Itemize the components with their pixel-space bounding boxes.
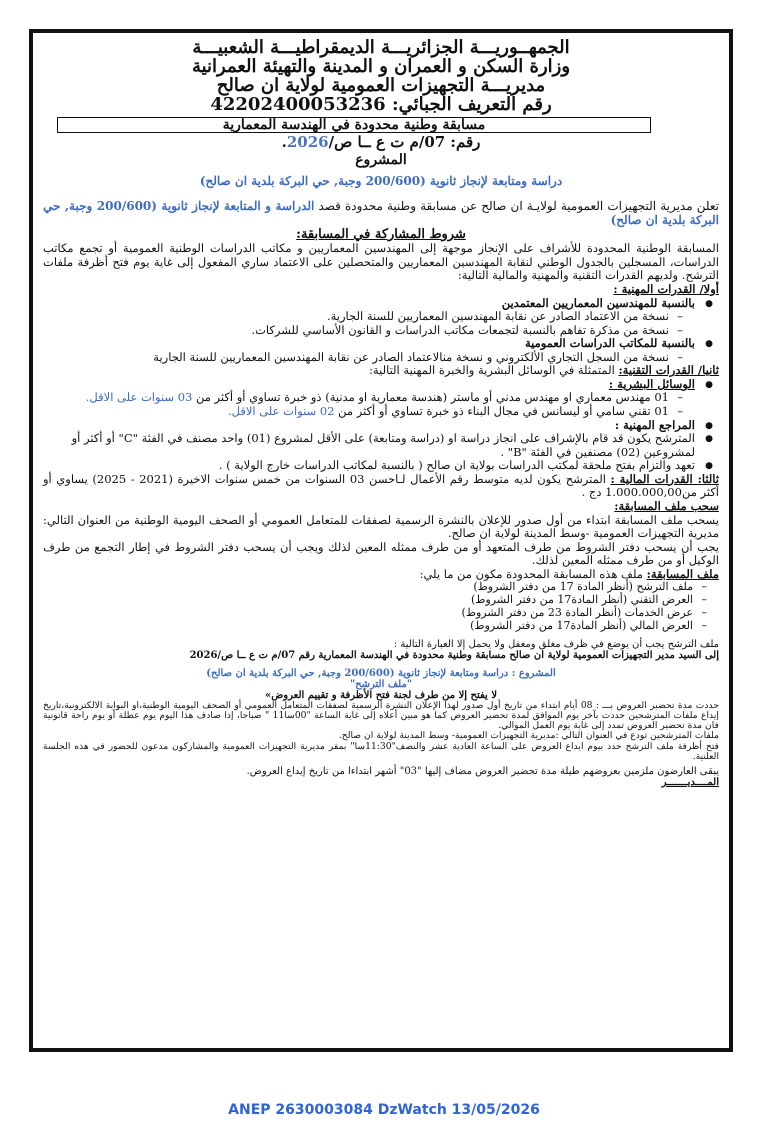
technical-title-rest: المتمثلة في الوسائل البشرية والخبرة المهنية التالية:	[369, 363, 615, 378]
envelope-file-label: "ملف الترشح"	[349, 678, 413, 690]
reference-year: 2026	[286, 133, 329, 152]
reference-number	[43, 134, 719, 152]
architects-title: بالنسبة للمهندسين المعماريين المعتمدين	[501, 295, 695, 310]
withdrawal-title: سحب ملف المسابقة:	[614, 498, 719, 513]
header-line-tax-id: رقم التعريف الجبائي: 42202400053236	[210, 93, 552, 115]
conditions-title: شروط المشاركة في المسابقة:	[296, 226, 466, 242]
footer-reference: ANEP 2630003084 DzWatch 13/05/2026	[228, 1102, 540, 1118]
technical-title: ثانيا/ القدرات التقنية:	[618, 363, 719, 378]
human-item-text: 01 تقني سامي أو ليسانس في مجال البناء ذو خبرة تساوي أو أكثر من	[338, 404, 669, 418]
financial-text: المترشح يكون لديه متوسط رقم الأعمال لـاحسن 03 السنوات من خمس سنوات الاخيرة (2021 - 2025) يساوي أو أكثر من1.000.000,00 دج .	[43, 471, 719, 500]
list-item: ● تعهد والتزام بفتح ملحقة لمكتب الدراسات بولاية ان صالح ( بالنسبة لمكاتب الدراسات خارج الولاية ) .	[43, 459, 695, 473]
list-item: ● المترشح يكون قد قام بالإشراف على انجاز دراسة او (دراسة ومتابعة) على الأقل لمشروع (01) واحد مصنف في الفئة "C" أو أكثر أو لمشروعين (02) مصنفين في الفئة "B" .	[43, 432, 695, 459]
human-item-text: 01 مهندس معماري او مهندس مدني أو ماستر (هندسة معمارية او مدنية) ذو خبرة تساوي أو أكثر من	[195, 390, 669, 405]
list-item: – ملف الترشح (أنظر المادة 17 من دفتر الشروط)	[43, 581, 693, 594]
envelope-warning: لا يفتح إلا من طرف لجنة فتح الأظرفة و تقييم العروض»	[264, 689, 498, 701]
envelope-line-2: إلى السيد مدير التجهيزات العمومية لولاية ان صالح مسابقة وطنية محدودة في الهندسة المعمارية رقم 07/م ت ع ــا ص/2026	[189, 650, 719, 662]
header-line-ministry: وزارة السكن و العمران و المدينة والتهيئة العمرانية	[191, 55, 571, 77]
project-label: المشروع	[355, 151, 407, 168]
list-item: – نسخة من مذكرة تفاهم بالنسبة لتجمعات مكاتب الدراسات و القانون الأساسي للشركات.	[43, 324, 669, 338]
competition-title-box: مسابقة وطنية محدودة في الهندسة المعمارية	[57, 117, 651, 134]
project-name: دراسة ومتابعة لإنجاز ثانوية (200/600 وجبة, حي البركة بلدية ان صالح)	[199, 174, 563, 189]
intro-text: تعلن مديرية التجهيزات العمومية لولايـة ان صالح عن مسابقة وطنية محدودة قصد	[318, 198, 719, 213]
list-item: – عرض الخدمات (أنظر المادة 23 من دفتر الشروط)	[43, 607, 693, 620]
human-means-title: الوسائل البشرية :	[608, 376, 695, 391]
announcement-frame	[29, 29, 733, 1052]
header	[43, 39, 719, 115]
architects-items	[43, 310, 695, 337]
deadline-text-1: حددت مدة تحضير العروض بـــ : 08 أيام ابتداء من تاريخ أول صدور لهذا الإعلان النشرة الرسمية لصفقات المتعامل العمومي أو الصحف اليومية الوطنية،او البوابة الالكترونية،تاريخ إيداع ملفات المترشحين حددت بآخر يوم الموافق لمدة تحضير العروض كما هو مبين أعلاه إلى غاية الساعة "00سا11 " صباحا، إذا صادف هذا اليوم يوم عطلة أو يوم راحة قانونية فان مدة تحضير العروض تمدد إلى غاية يوم العمل الموالي.	[43, 700, 720, 732]
list-item: – نسخة من الاعتماد الصادر عن نقابة المهندسين المعماريين للسنة الجارية.	[43, 310, 669, 324]
architects-block	[43, 297, 695, 338]
human-item-duration: 02 سنوات على الاقل.	[227, 404, 335, 418]
references-title: المراجع المهنية :	[614, 417, 695, 432]
header-line-republic: الجمهــوريـــة الجزائريـــة الديمقراطيـــة الشعبيـــة	[192, 37, 570, 58]
public-offices-block	[43, 337, 695, 364]
file-items	[43, 581, 719, 633]
file-title-rest: ملف هذه المسابقة المحدودة مكون من ما يلي:	[419, 566, 643, 581]
signature: المــــديـــــــر	[661, 776, 719, 788]
list-item: – نسخة من السجل التجاري الألكتروني و نسخة منالاعتماد الصادر عن نقابة المهندسين المعماريين للسنة الجارية	[43, 351, 669, 365]
conditions-text: المسابقة الوطنية المحدودة للأشراف على الإنجاز موجهة إلى المهندسين المعماريين و مكاتب الدراسات الوطنية العمومية أو تجمع مكاتب الدراسات، المسجلين بالجدول الوطني لنقابة المهندسين المعماريين والمتحصلين على الاعتماد ساري المفعول إلى غاية يوم فتح أظرفة ملفات الترشح. ولديهم القدرات التقنية والمهنية والمالية التالية:	[43, 241, 719, 283]
technical-list	[43, 378, 719, 473]
withdrawal-text-2: يجب أن يسحب دفتر الشروط من طرف المتعهد أو من طرف ممثله المعين لذلك ويجب أن يسحب دفتر الشروط في إطار التجمع من طرف الوكيل أو من طرف ممثله المعين لذلك.	[43, 539, 719, 568]
deadline-text-3: فتح أظرفة ملف الترشح حدد بيوم ايداع العروض على الساعة العادية عشر والنصف"11:30سا" بمقر مديرية التجهيزات العمومية والمشاركون مدعون للحضور في هذه الجلسة العلنية.	[43, 740, 719, 762]
professional-title: أولا/ القدرات المهنية :	[613, 281, 719, 296]
public-offices-title: بالنسبة للمكاتب الدراسات العمومية	[525, 336, 695, 351]
intro-highlight: الدراسة و المتابعة لإنجاز ثانوية (200/600 وجبة, حي البركة بلدية ان صالح)	[43, 198, 719, 227]
technical-heading	[43, 364, 719, 378]
list-item: – العرض التقني (أنظر المادة17 من دفتر الشروط)	[43, 594, 693, 607]
envelope-project: المشروع : دراسة ومتابعة لإنجاز ثانوية (200/600 وجبة, حي البركة بلدية ان صالح)	[206, 667, 556, 679]
list-item: – العرض المالي (أنظر المادة17 من دفتر الشروط)	[43, 620, 693, 633]
public-offices-items	[43, 351, 695, 365]
list-item	[43, 405, 669, 419]
financial-title: ثالثا: القدرات المالية :	[610, 471, 720, 486]
reference-suffix: .	[281, 133, 287, 152]
envelope-line-1: ملف الترشح يجب أن يوضع في ظرف مغلق ومغفل ولا يحمل إلا العبارة التالية :	[393, 639, 719, 651]
human-item-duration: 03 سنوات على الاقل.	[85, 390, 193, 405]
professional-list	[43, 297, 719, 365]
reference-prefix: رقم: 07/م ت ع ــا ص/	[328, 133, 481, 152]
intro-paragraph	[43, 199, 719, 227]
withdrawal-text-1: يسحب ملف المسابقة ابتداء من أول صدور للإعلان بالنشرة الرسمية لصفقات للمتعامل العمومي أو الصحف اليومية الوطنية من العنوان التالي: مديرية التجهيزات العمومية -وسط المدينة لولاية ان صالح.	[43, 512, 719, 541]
human-means-block	[43, 378, 695, 419]
financial-block	[43, 473, 719, 500]
header-line-directorate: مديريـــة التجهيزات العمومية لولاية ان صالح	[216, 74, 546, 96]
deadline-text-4: يبقى العارضون ملزمين بعروضهم طيلة مدة تحضير العروض مضاف إليها "03" أشهر ابتداءا من تاريخ إيداع العروض.	[246, 765, 719, 777]
list-item	[43, 391, 669, 405]
file-title: ملف المسابقة:	[646, 566, 719, 581]
announcement-document	[33, 33, 729, 788]
deadline-text-2: ملفات المترشحين تودع في العنوان التالي :مديرية التجهيزات العمومية- وسط المدينة لولاية ان صالح.	[338, 730, 719, 742]
human-means-items	[43, 391, 695, 418]
